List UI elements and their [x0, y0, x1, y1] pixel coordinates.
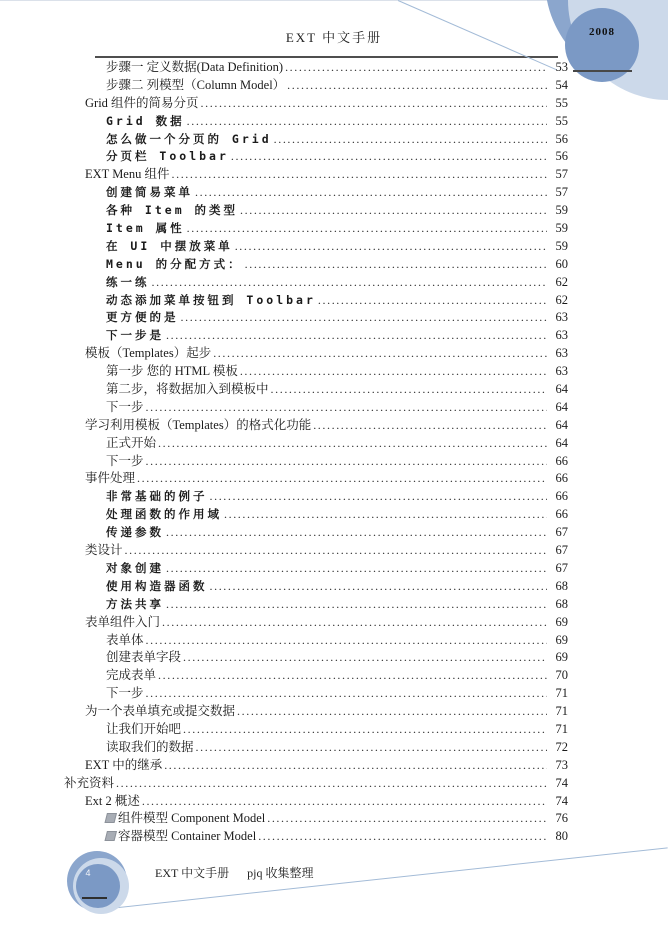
toc-entry-title: 表单体: [106, 632, 144, 647]
dot-leader: [237, 703, 547, 721]
toc-entry: [64, 381, 568, 399]
dot-leader: [166, 524, 547, 542]
toc-entry: [64, 274, 568, 292]
toc-entry: [64, 667, 568, 685]
dot-leader: [146, 399, 547, 417]
toc-entry-page: 57: [555, 185, 568, 200]
dot-leader: [274, 131, 547, 149]
toc-entry-title: Grid 数据: [106, 113, 185, 128]
toc-entry-page: 70: [555, 668, 568, 683]
toc-entry: [64, 793, 568, 811]
dot-leader: [210, 488, 548, 506]
header-rule-divider: [95, 56, 558, 58]
toc-entry-title: 事件处理: [85, 471, 136, 486]
toc-entry: [64, 506, 568, 524]
toc-entry-page: 74: [555, 775, 568, 790]
page-footer: [155, 864, 313, 881]
toc-entry-page: 74: [555, 793, 568, 808]
toc-entry: [64, 131, 568, 149]
toc-entry: [64, 309, 568, 327]
toc-entry-page: 59: [555, 221, 568, 236]
toc-entry: [64, 435, 568, 453]
toc-entry-page: 63: [555, 310, 568, 325]
square-bullet-icon: [105, 831, 117, 841]
dot-leader: [146, 632, 547, 650]
toc-entry: [64, 649, 568, 667]
toc-entry-page: 71: [555, 704, 568, 719]
toc-entry-title: 模板（Templates）起步: [85, 346, 212, 361]
toc-entry-title: 各种 Item 的类型: [106, 203, 239, 218]
toc-entry: [64, 685, 568, 703]
toc-entry-page: 67: [555, 543, 568, 558]
badge-underline: [573, 70, 632, 72]
dot-leader: [267, 810, 547, 828]
toc-entry-page: 62: [555, 292, 568, 307]
toc-entry-page: 76: [555, 811, 568, 826]
toc-entry-page: 55: [555, 113, 568, 128]
toc-entry-page: 64: [555, 382, 568, 397]
dot-leader: [183, 649, 547, 667]
toc-entry-title: 练一练: [106, 274, 150, 289]
dot-leader: [187, 113, 547, 131]
toc-entry-title: 类设计: [85, 543, 123, 558]
toc-entry-title: 非常基础的例子: [106, 489, 208, 504]
dot-leader: [146, 453, 547, 471]
dot-leader: [162, 614, 547, 632]
toc-entry: [64, 578, 568, 596]
toc-entry-page: 63: [555, 346, 568, 361]
toc-entry-page: 53: [555, 60, 568, 74]
toc-entry-page: 66: [555, 507, 568, 522]
toc-entry-title: EXT Menu 组件: [85, 167, 170, 182]
toc-entry: [64, 614, 568, 632]
toc-entry-page: 80: [555, 829, 568, 844]
toc-entry: [64, 345, 568, 363]
toc-entry-page: 67: [555, 560, 568, 575]
toc-entry: [64, 327, 568, 345]
dot-leader: [240, 202, 547, 220]
toc-entry: [64, 524, 568, 542]
badge-underline: [82, 897, 107, 899]
toc-entry-page: 69: [555, 650, 568, 665]
dot-leader: [142, 793, 547, 811]
toc-entry-title: 正式开始: [106, 435, 157, 450]
dot-leader: [213, 345, 547, 363]
toc-entry: [64, 488, 568, 506]
dot-leader: [285, 59, 547, 77]
toc-entry: [64, 757, 568, 775]
toc-entry-title: 第二步，将数据加入到模板中: [106, 382, 269, 397]
toc-entry-page: 66: [555, 489, 568, 504]
toc-entry-title: 处理函数的作用域: [106, 507, 222, 522]
dot-leader: [224, 506, 547, 524]
toc-entry-title: 在 UI 中摆放菜单: [106, 238, 233, 253]
dot-leader: [201, 95, 547, 113]
dot-leader: [181, 309, 548, 327]
toc-entry-page: 64: [555, 399, 568, 414]
dot-leader: [146, 685, 547, 703]
toc-entry-title: 为一个表单填充或提交数据: [85, 704, 236, 719]
toc-entry-page: 71: [555, 721, 568, 736]
toc-entry: [64, 560, 568, 578]
toc-entry-title: Ext 2 概述: [85, 793, 140, 808]
dot-leader: [152, 274, 548, 292]
toc-entry-title: 创建简易菜单: [106, 185, 193, 200]
toc-entry-page: 59: [555, 238, 568, 253]
dot-leader: [164, 757, 547, 775]
toc-entry: [64, 363, 568, 381]
footer-credit: pjq 收集整理: [247, 866, 314, 880]
toc-entry-title: 怎么做一个分页的 Grid: [106, 131, 272, 146]
toc-entry-page: 55: [555, 95, 568, 110]
dot-leader: [287, 77, 547, 95]
toc-entry: [64, 59, 568, 77]
toc-entry-page: 67: [555, 525, 568, 540]
dot-leader: [166, 596, 547, 614]
dot-leader: [166, 560, 547, 578]
toc-entry-page: 73: [555, 757, 568, 772]
dot-leader: [318, 292, 547, 310]
toc-entry-page: 56: [555, 149, 568, 164]
toc-entry: [64, 470, 568, 488]
toc-entry-page: 69: [555, 614, 568, 629]
toc-entry-title: 容器模型 Container Model: [118, 829, 257, 844]
toc-entry-title: 对象创建: [106, 560, 164, 575]
dot-leader: [158, 435, 547, 453]
toc-entry-title: 分页栏 Toolbar: [106, 149, 229, 164]
toc-entry-title: Item 属性: [106, 221, 185, 236]
toc-entry-page: 60: [555, 256, 568, 271]
toc-entry: [64, 220, 568, 238]
toc-entry-page: 72: [555, 739, 568, 754]
toc-entry: [64, 77, 568, 95]
toc-entry-page: 57: [555, 167, 568, 182]
toc-entry: [64, 256, 568, 274]
toc-entry-page: 66: [555, 453, 568, 468]
toc-entry-page: 62: [555, 274, 568, 289]
dot-leader: [158, 667, 547, 685]
table-of-contents: [64, 59, 568, 846]
dot-leader: [196, 739, 547, 757]
page-number-label: 4: [85, 868, 91, 878]
toc-entry-title: Menu 的分配方式：: [106, 256, 243, 271]
toc-entry-title: 表单组件入门: [85, 614, 161, 629]
dot-leader: [245, 256, 547, 274]
toc-entry-title: 补充资料: [64, 775, 115, 790]
toc-entry-title: 更方便的是: [106, 310, 179, 325]
toc-entry-title: 读取我们的数据: [106, 739, 194, 754]
toc-entry: [64, 453, 568, 471]
toc-entry: [64, 166, 568, 184]
toc-entry: [64, 596, 568, 614]
toc-entry-title: 下一步是: [106, 328, 164, 343]
dot-leader: [187, 220, 547, 238]
toc-entry: [64, 399, 568, 417]
toc-entry-page: 69: [555, 632, 568, 647]
toc-entry-title: 步骤二 列模型（Column Model）: [106, 77, 286, 92]
toc-entry-title: 动态添加菜单按钮到 Toolbar: [106, 292, 316, 307]
toc-entry-title: 使用构造器函数: [106, 578, 208, 593]
toc-entry: [64, 148, 568, 166]
toc-entry-title: 完成表单: [106, 668, 157, 683]
toc-entry-title: 创建表单字段: [106, 650, 182, 665]
dot-leader: [271, 381, 547, 399]
toc-entry: [64, 721, 568, 739]
dot-leader: [125, 542, 547, 560]
toc-entry: [64, 775, 568, 793]
toc-entry-title: 步骤一 定义数据(Data Definition): [106, 60, 284, 74]
toc-entry-title: 下一步: [106, 399, 144, 414]
toc-entry: [64, 632, 568, 650]
toc-entry: [64, 703, 568, 721]
toc-entry: [64, 739, 568, 757]
toc-entry: [64, 810, 568, 828]
toc-entry-title: 组件模型 Component Model: [118, 811, 266, 826]
dot-leader: [231, 148, 547, 166]
toc-entry-page: 71: [555, 686, 568, 701]
toc-entry-title: 传递参数: [106, 525, 164, 540]
toc-entry-title: 下一步: [106, 686, 144, 701]
toc-entry: [64, 542, 568, 560]
dot-leader: [258, 828, 547, 846]
toc-entry: [64, 828, 568, 846]
toc-entry: [64, 95, 568, 113]
toc-entry: [64, 113, 568, 131]
toc-entry-page: 54: [555, 77, 568, 92]
toc-entry: [64, 417, 568, 435]
toc-entry-title: Grid 组件的简易分页: [85, 95, 199, 110]
toc-entry-page: 64: [555, 417, 568, 432]
dot-leader: [235, 238, 547, 256]
dot-leader: [240, 363, 547, 381]
dot-leader: [172, 166, 548, 184]
toc-entry-title: 第一步 您的 HTML 模板: [106, 364, 238, 379]
footer-manual-title: EXT 中文手册: [155, 866, 230, 880]
dot-leader: [313, 417, 547, 435]
toc-entry-title: EXT 中的继承: [85, 757, 163, 772]
dot-leader: [116, 775, 547, 793]
dot-leader: [210, 578, 548, 596]
page-header-title: EXT 中文手册: [285, 30, 383, 45]
toc-entry: [64, 238, 568, 256]
toc-entry-title: 学习利用模板（Templates）的格式化功能: [85, 417, 312, 432]
toc-entry-title: 方法共享: [106, 596, 164, 611]
year-badge-label: 2008: [589, 26, 615, 38]
toc-entry-page: 59: [555, 203, 568, 218]
toc-entry-page: 63: [555, 364, 568, 379]
toc-entry-title: 让我们开始吧: [106, 721, 182, 736]
toc-entry-title: 下一步: [106, 453, 144, 468]
toc-entry-page: 63: [555, 328, 568, 343]
toc-entry-page: 68: [555, 596, 568, 611]
square-bullet-icon: [105, 813, 117, 823]
toc-entry: [64, 184, 568, 202]
dot-leader: [183, 721, 547, 739]
toc-entry-page: 68: [555, 578, 568, 593]
toc-entry: [64, 202, 568, 220]
toc-entry: [64, 292, 568, 310]
dot-leader: [137, 470, 547, 488]
toc-entry-page: 64: [555, 435, 568, 450]
dot-leader: [195, 184, 547, 202]
toc-entry-page: 66: [555, 471, 568, 486]
toc-entry-page: 56: [555, 131, 568, 146]
dot-leader: [166, 327, 547, 345]
